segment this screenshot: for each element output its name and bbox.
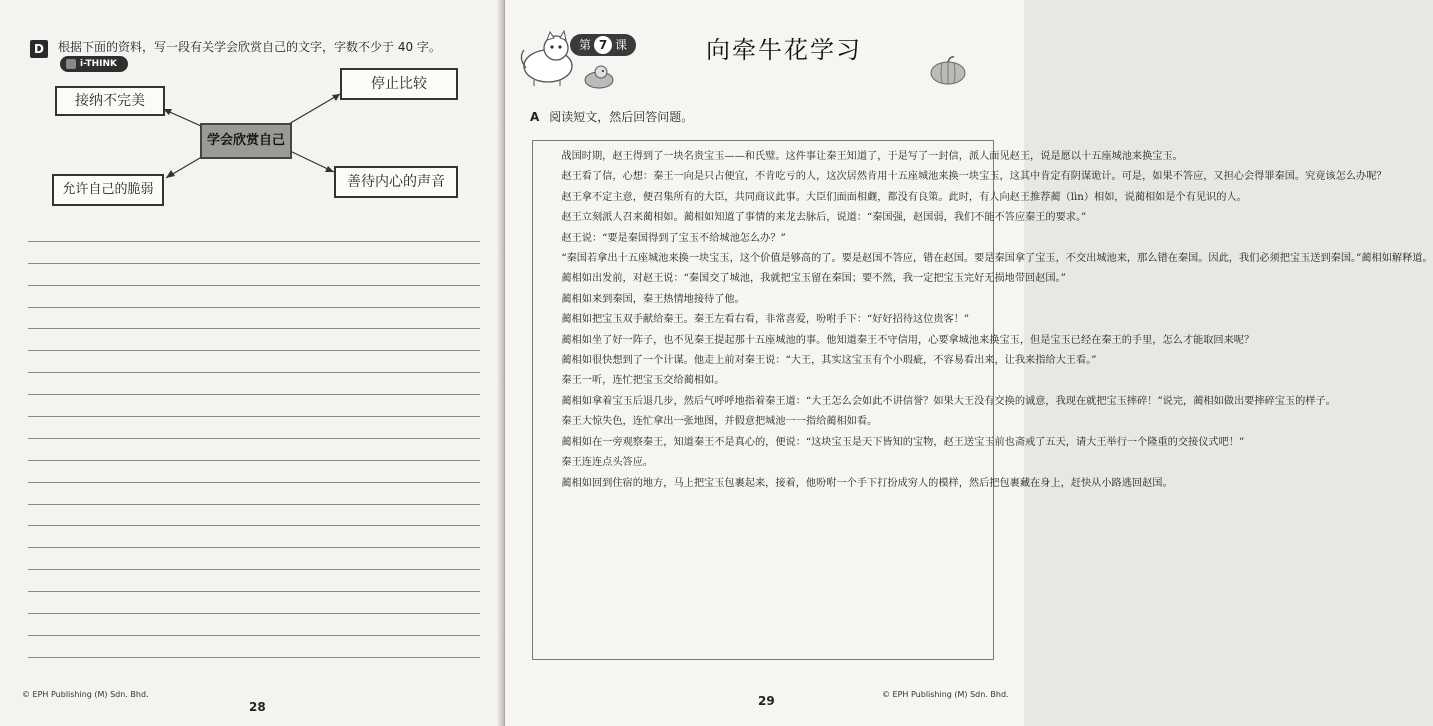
mindmap-node-allow-vulnerability: 允许自己的脆弱 [52,174,164,206]
writing-line[interactable] [28,505,480,527]
passage-paragraph: 蔺相如把宝玉双手献给秦王。秦王左看右看，非常喜爱，吩咐手下：“好好招待这位贵客！” [561,314,970,326]
writing-line[interactable] [28,461,480,483]
writing-line[interactable] [28,373,480,395]
writing-line[interactable] [28,614,480,636]
mindmap-node-stop-comparing: 停止比较 [340,68,458,100]
passage-paragraph: 秦王一听，连忙把宝玉交给蔺相如。 [561,375,725,387]
lesson-suffix: 课 [615,38,628,52]
passage-paragraph: 赵王说：“要是秦国得到了宝玉不给城池怎么办？” [561,232,786,244]
section-a-letter: A [530,110,540,124]
bird-nest-icon [582,62,616,90]
lesson-title: 向牵牛花学习 [706,36,862,64]
writing-line[interactable] [28,308,480,330]
left-footer-copyright: © EPH Publishing (M) Sdn. Bhd. [22,690,149,699]
cat-cartoon-icon [516,28,576,90]
writing-line[interactable] [28,220,480,242]
section-a-instruction: 阅读短文，然后回答问题。 [549,110,694,124]
writing-line[interactable] [28,636,480,658]
writing-line[interactable] [28,264,480,286]
passage-paragraph: 赵王拿不定主意，便召集所有的大臣，共同商议此事。大臣们面面相觑，都没有良策。此时，有人向赵王推荐蔺（lìn）相如，说蔺相如是个有见识的人。 [561,191,1247,203]
writing-line[interactable] [28,439,480,461]
reading-passage-box [532,140,1433,660]
right-page-number: 29 [758,694,775,708]
writing-line[interactable] [28,242,480,264]
writing-line[interactable] [28,483,480,505]
right-footer-copyright: © EPH Publishing (M) Sdn. Bhd. [882,690,1009,699]
mindmap-center: 学会欣赏自己 [200,123,292,159]
passage-paragraph: 蔺相如出发前，对赵王说：“秦国交了城池，我就把宝玉留在秦国；要不然，我一定把宝玉完好无损地带回赵国。” [561,273,1066,285]
lesson-badge [570,34,636,56]
passage-paragraph: 战国时期，赵王得到了一块名贵宝玉——和氏璧。这件事让秦王知道了，于是写了一封信，派人面见赵王，说是愿以十五座城池来换宝玉。 [561,151,1183,162]
question-letter-badge: D [30,40,48,58]
writing-line[interactable] [28,570,480,592]
passage-paragraph: 蔺相如坐了好一阵子，也不见秦王提起那十五座城池的事。他知道秦王不守信用，心要拿城池来换宝玉，但是宝玉已经在秦王的手里，怎么才能取回来呢？ [561,334,1255,346]
writing-line[interactable] [28,395,480,417]
passage-paragraph: 蔺相如回到住宿的地方，马上把宝玉包裹起来，接着，他吩咐一个手下打扮成穷人的模样，然后把包裹藏在身上，赶快从小路逃回赵国。 [561,477,1173,489]
left-page-number: 28 [249,700,266,714]
writing-line[interactable] [28,417,480,439]
writing-line[interactable] [28,351,480,373]
passage-paragraph: 秦王连连点头答应。 [561,457,654,469]
passage-paragraph: 蔺相如在一旁观察秦王，知道秦王不是真心的，便说：“这块宝玉是天下皆知的宝物，赵王送宝玉前也斋戒了五天，请大王举行一个隆重的交接仪式吧！” [561,436,1245,448]
passage-paragraph: 蔺相如很快想到了一个计谋。他走上前对秦王说：“大王，其实这宝玉有个小瑕疵，不容易看出来，让我来指给大王看。” [561,355,1097,367]
mindmap-node-accept-imperfection: 接纳不完美 [55,86,165,116]
writing-line[interactable] [28,592,480,614]
pumpkin-icon [928,54,968,86]
writing-line[interactable] [28,329,480,351]
lesson-prefix: 第 [578,38,591,52]
section-a-heading [530,108,693,125]
passage-paragraph: “秦国若拿出十五座城池来换一块宝玉，这个价值是够高的了。要是赵国不答应，错在赵国。要是秦国拿了宝玉，不交出城池来，那么错在秦国。因此，我们必须把宝玉送到秦国。”蔺相如解释道。 [561,253,1433,265]
writing-lines[interactable] [28,220,480,658]
writing-line[interactable] [28,286,480,308]
writing-line[interactable] [28,526,480,548]
lesson-number: 7 [594,36,612,54]
mindmap-node-be-kind-inner-voice: 善待内心的声音 [334,166,458,198]
left-page [0,0,505,726]
passage-paragraph: 蔺相如来到秦国，秦王热情地接待了他。 [561,293,745,305]
passage-paragraph: 蔺相如拿着宝玉后退几步，然后气呼呼地指着秦王道：“大王怎么会如此不讲信誉？如果大王没有交换的诚意，我现在就把宝玉摔碎！”说完，蔺相如做出要摔碎宝玉的样子。 [561,395,1336,407]
writing-line[interactable] [28,548,480,570]
passage-paragraph: 秦王大惊失色，连忙拿出一张地图，并假意把城池一一指给蔺相如看。 [561,416,878,428]
question-instruction: 根据下面的资料，写一段有关学会欣赏自己的文字，字数不少于 40 字。 [58,40,441,54]
passage-paragraph: 赵王看了信，心想：秦王一向是只占便宜，不肯吃亏的人，这次居然肯用十五座城池来换一块宝玉，这其中肯定有阴谋诡计。可是，如果不答应，又担心会得罪秦国。究竟该怎么办呢？ [561,171,1387,183]
passage-paragraph: 赵王立刻派人召来蔺相如。蔺相如知道了事情的来龙去脉后，说道：“秦国强，赵国弱，我们不能不答应秦王的要求。” [561,212,1087,224]
i-think-label: i-THINK [80,59,118,69]
